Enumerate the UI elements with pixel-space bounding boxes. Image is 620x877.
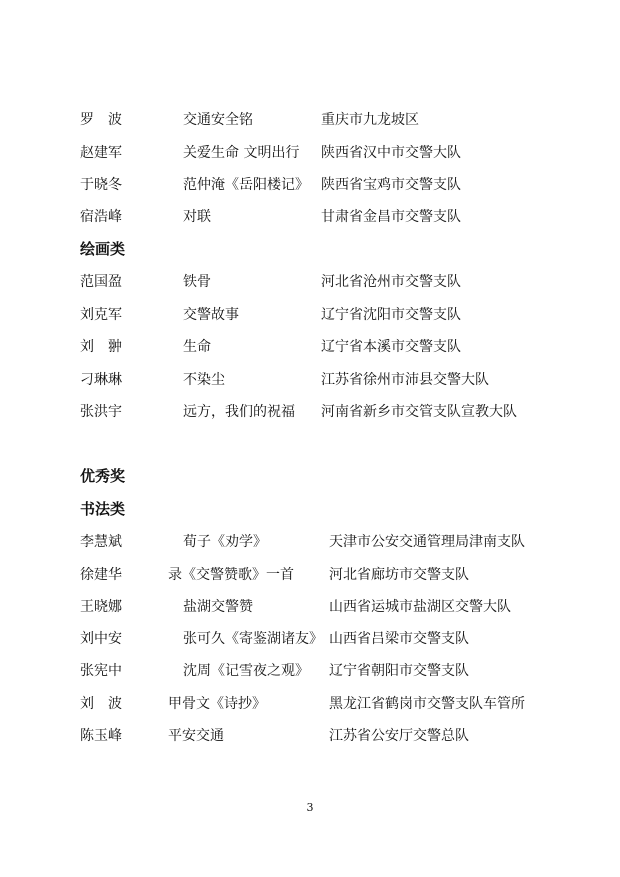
entry-unit: 甘肃省金昌市交警支队 bbox=[321, 209, 461, 225]
entry-unit: 陕西省汉中市交警大队 bbox=[321, 145, 461, 161]
list-item bbox=[0, 173, 620, 197]
list-item bbox=[0, 595, 620, 619]
entry-work: 平安交通 bbox=[168, 728, 224, 744]
entry-name: 罗 波 bbox=[80, 112, 122, 128]
entry-name: 刘 翀 bbox=[80, 339, 122, 355]
section-heading-calligraphy: 书法类 bbox=[80, 500, 126, 518]
list-item bbox=[0, 692, 620, 716]
entry-unit: 山西省吕梁市交警支队 bbox=[329, 631, 469, 647]
list-item bbox=[0, 205, 620, 229]
entry-work: 交通安全铭 bbox=[183, 112, 253, 128]
entry-name: 宿浩峰 bbox=[80, 209, 122, 225]
entry-name: 刁琳琳 bbox=[80, 372, 122, 388]
entry-unit: 江苏省公安厅交警总队 bbox=[329, 728, 469, 744]
entry-name: 王晓娜 bbox=[80, 599, 122, 615]
section-heading-award: 优秀奖 bbox=[80, 467, 126, 485]
entry-name: 于晓冬 bbox=[80, 177, 122, 193]
entry-work: 生命 bbox=[183, 339, 211, 355]
list-item bbox=[0, 368, 620, 392]
list-item bbox=[0, 530, 620, 554]
entry-work: 盐湖交警赞 bbox=[183, 599, 253, 615]
entry-unit: 江苏省徐州市沛县交警大队 bbox=[321, 372, 489, 388]
entry-unit: 山西省运城市盐湖区交警大队 bbox=[329, 599, 511, 615]
entry-name: 陈玉峰 bbox=[80, 728, 122, 744]
entry-unit: 辽宁省朝阳市交警支队 bbox=[329, 663, 469, 679]
list-item bbox=[0, 400, 620, 424]
list-item bbox=[0, 303, 620, 327]
entry-work: 远方，我们的祝福 bbox=[183, 404, 295, 420]
entry-work: 对联 bbox=[183, 209, 211, 225]
entry-name: 刘克军 bbox=[80, 307, 122, 323]
entry-work: 张可久《寄鉴湖诸友》 bbox=[183, 631, 323, 647]
entry-name: 张宪中 bbox=[80, 663, 122, 679]
entry-unit: 天津市公安交通管理局津南支队 bbox=[329, 534, 525, 550]
entry-work: 范仲淹《岳阳楼记》 bbox=[183, 177, 309, 193]
list-item bbox=[0, 141, 620, 165]
entry-unit: 辽宁省沈阳市交警支队 bbox=[321, 307, 461, 323]
entry-name: 徐建华 bbox=[80, 567, 122, 583]
entry-work: 甲骨文《诗抄》 bbox=[168, 696, 266, 712]
entry-work: 关爱生命 文明出行 bbox=[183, 145, 300, 161]
entry-unit: 河南省新乡市交管支队宣教大队 bbox=[321, 404, 517, 420]
entry-work: 铁骨 bbox=[183, 274, 211, 290]
list-item bbox=[0, 335, 620, 359]
entry-name: 刘中安 bbox=[80, 631, 122, 647]
entry-name: 赵建军 bbox=[80, 145, 122, 161]
list-item bbox=[0, 108, 620, 132]
entry-unit: 辽宁省本溪市交警支队 bbox=[321, 339, 461, 355]
entry-name: 张洪宇 bbox=[80, 404, 122, 420]
list-item bbox=[0, 659, 620, 683]
list-item bbox=[0, 627, 620, 651]
entry-unit: 重庆市九龙坡区 bbox=[321, 112, 419, 128]
entry-work: 不染尘 bbox=[183, 372, 225, 388]
entry-unit: 河北省廊坊市交警支队 bbox=[329, 567, 469, 583]
list-item bbox=[0, 270, 620, 294]
entry-unit: 黑龙江省鹤岗市交警支队车管所 bbox=[329, 696, 525, 712]
list-item bbox=[0, 563, 620, 587]
entry-unit: 河北省沧州市交警支队 bbox=[321, 274, 461, 290]
entry-work: 荀子《劝学》 bbox=[183, 534, 267, 550]
section-heading-painting: 绘画类 bbox=[80, 240, 126, 258]
list-item bbox=[0, 724, 620, 748]
entry-name: 李慧斌 bbox=[80, 534, 122, 550]
entry-name: 范国盈 bbox=[80, 274, 122, 290]
entry-work: 沈周《记雪夜之观》 bbox=[183, 663, 309, 679]
entry-work: 交警故事 bbox=[183, 307, 239, 323]
entry-unit: 陕西省宝鸡市交警支队 bbox=[321, 177, 461, 193]
page-number: 3 bbox=[306, 801, 314, 814]
entry-name: 刘 波 bbox=[80, 696, 122, 712]
entry-work: 录《交警赞歌》一首 bbox=[168, 567, 294, 583]
